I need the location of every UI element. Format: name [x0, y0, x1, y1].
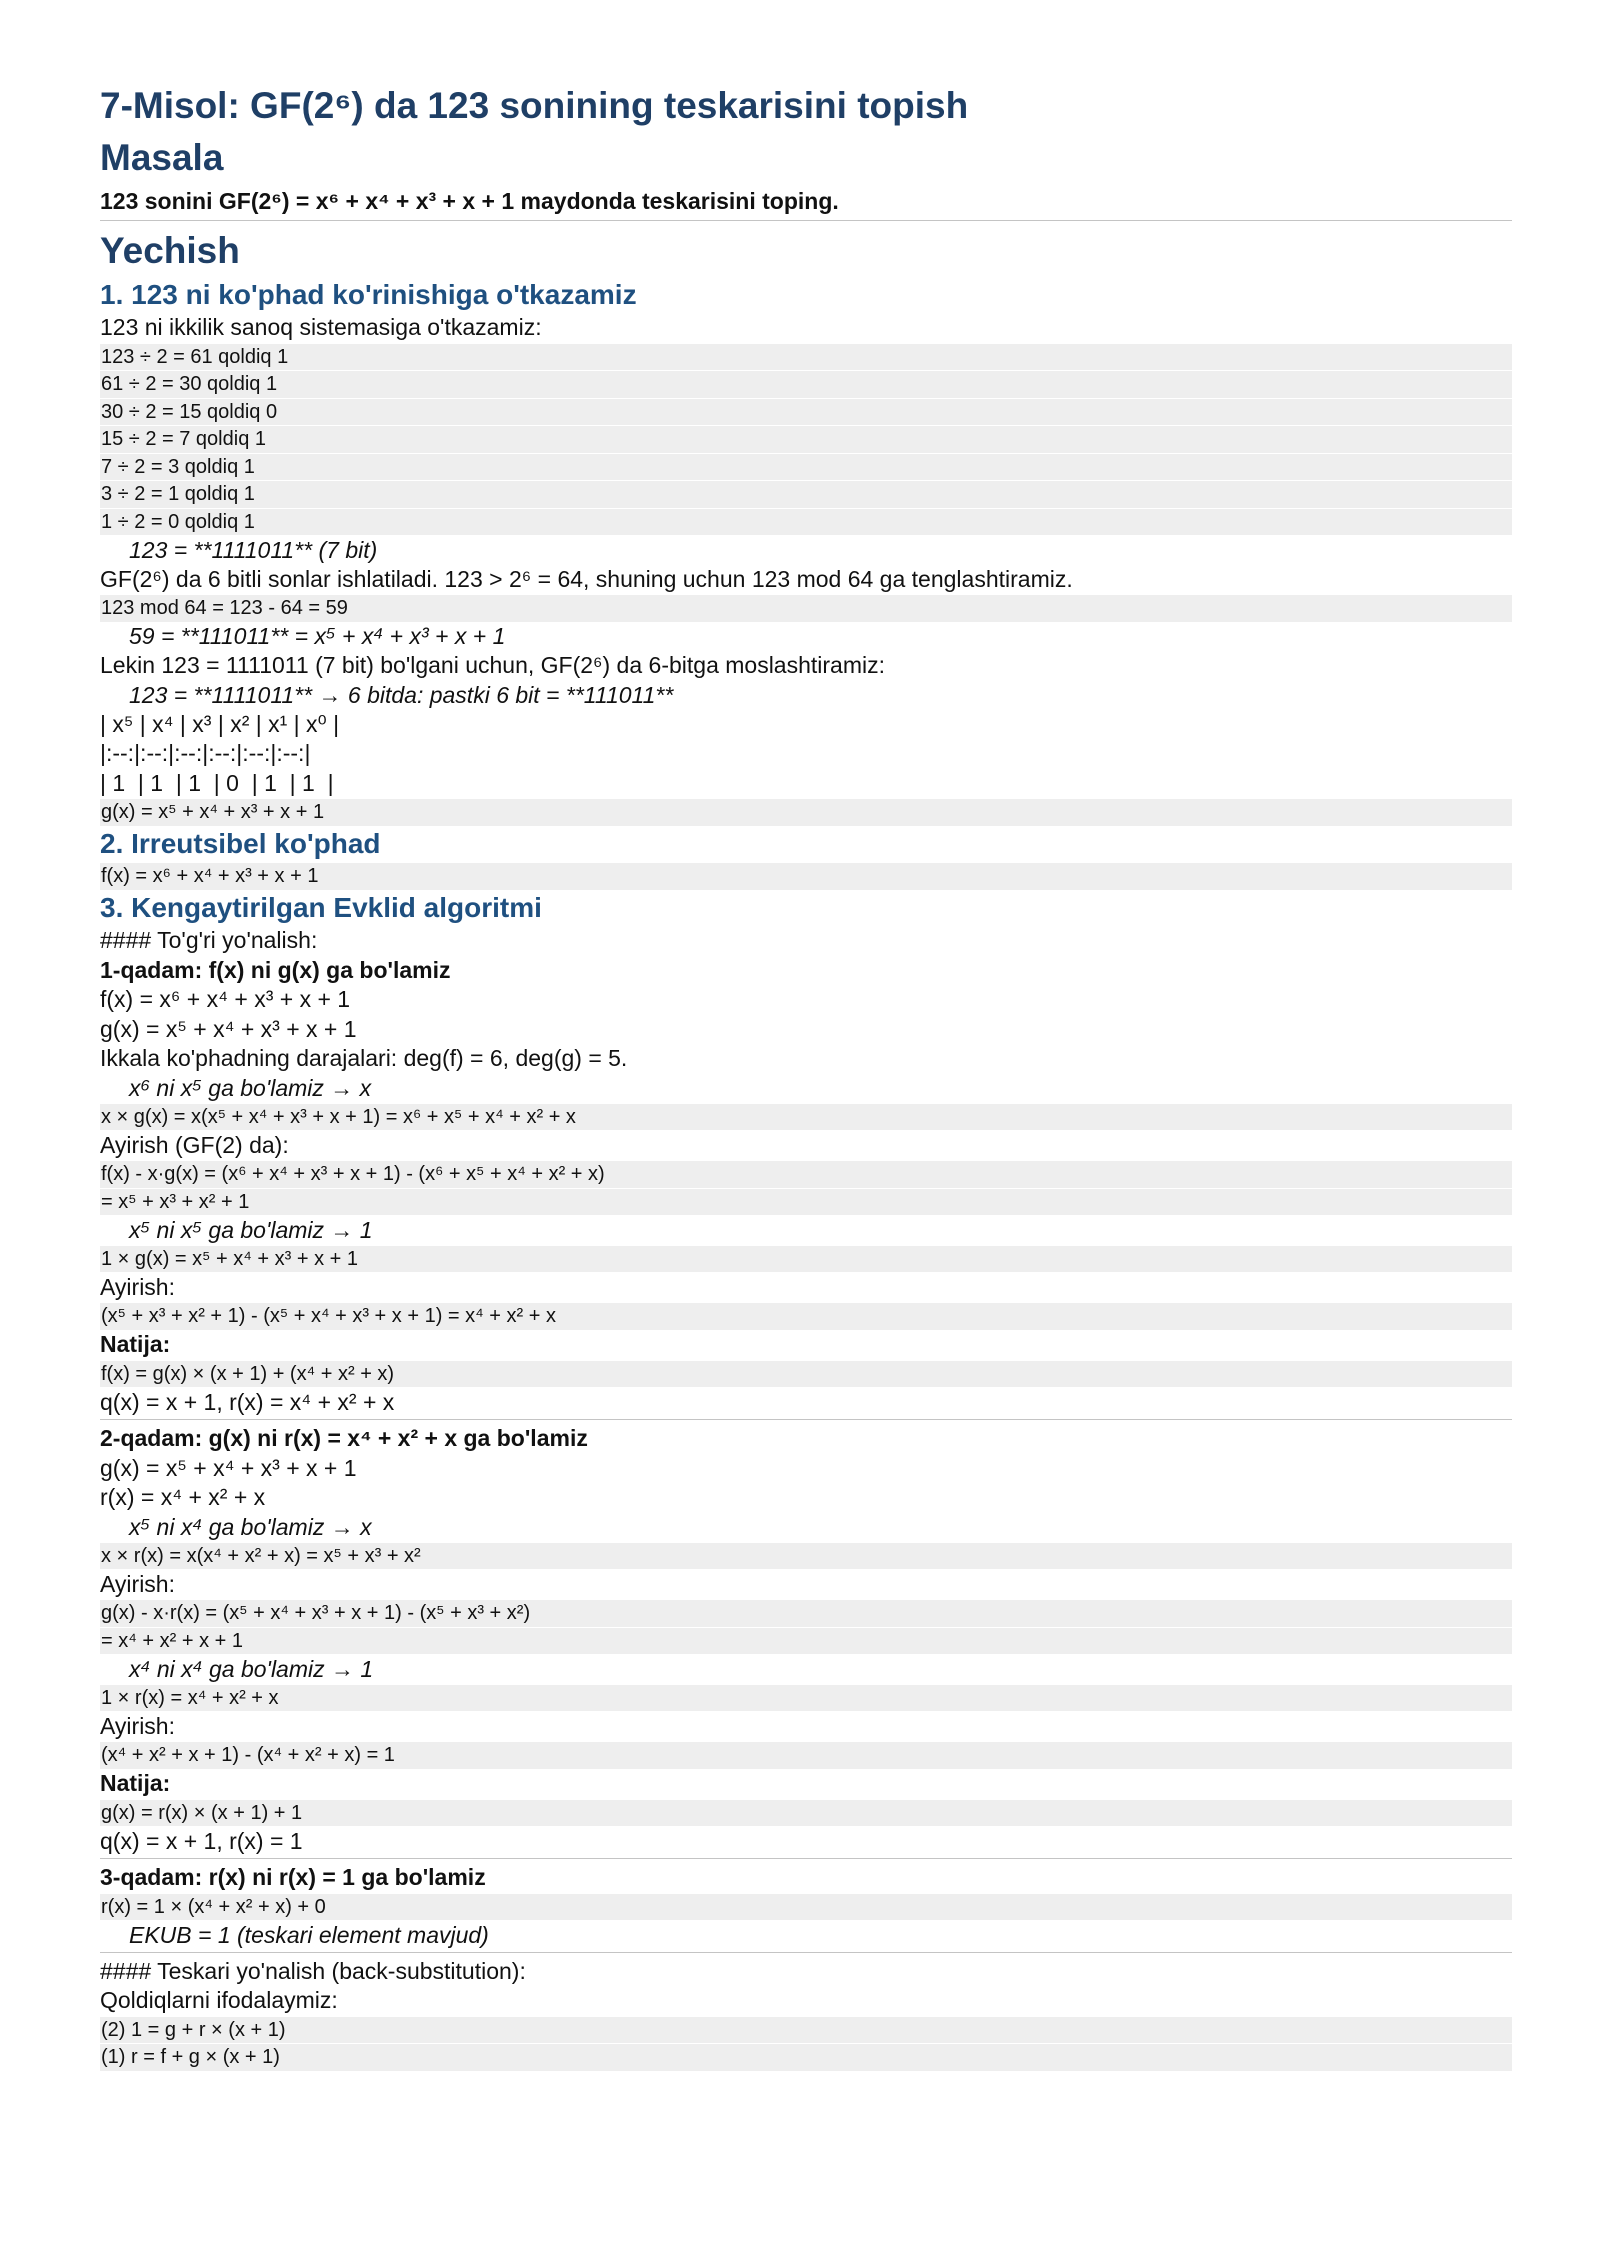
backward-label: #### Teskari yo'nalish (back-substitution):: [100, 1957, 526, 1984]
mod-result: 59 = **111011** = x⁵ + x⁴ + x³ + x + 1: [129, 623, 506, 649]
q1-sub1a: f(x) - x·g(x) = (x⁶ + x⁴ + x³ + x + 1) - (x⁶ + x⁵ + x⁴ + x² + x): [100, 1161, 1512, 1188]
six-bit-result: 123 = **1111011** → 6 bitda: pastki 6 bit = **111011**: [129, 681, 674, 708]
document-page: [100, 80, 1512, 2071]
q1-sub1b: = x⁵ + x³ + x² + 1: [100, 1189, 1512, 1216]
q3-ekub: EKUB = 1 (teskari element mavjud): [129, 1921, 489, 1948]
binary-result: 123 = **1111011** (7 bit): [129, 536, 378, 563]
divider: [100, 1952, 1512, 1953]
q1-natija: Natija:: [100, 1331, 171, 1357]
problem-statement: 123 sonini GF(2⁶) = x⁶ + x⁴ + x³ + x + 1 maydonda teskarisini toping.: [100, 188, 839, 214]
gf-note: GF(2⁶) da 6 bitli sonlar ishlatiladi. 123 > 2⁶ = 64, shuning uchun 123 mod 64 ga tenglashtiramiz.: [100, 565, 1073, 592]
bit-table-row: |:--:|:--:|:--:|:--:|:--:|:--:|: [100, 740, 311, 766]
q2-sub-label: Ayirish:: [100, 1570, 175, 1597]
f-polynomial: f(x) = x⁶ + x⁴ + x³ + x + 1: [100, 863, 1512, 890]
divider: [100, 220, 1512, 221]
q2-natija: Natija:: [100, 1770, 171, 1796]
q1-div2: x⁵ ni x⁵ ga bo'lamiz → 1: [129, 1216, 373, 1243]
mod-line: 123 mod 64 = 123 - 64 = 59: [100, 595, 1512, 622]
division-line: 15 ÷ 2 = 7 qoldiq 1: [100, 426, 1512, 453]
masala-heading: Masala: [100, 137, 224, 178]
q1-res: f(x) = g(x) × (x + 1) + (x⁴ + x² + x): [100, 1361, 1512, 1388]
divider: [100, 1858, 1512, 1859]
q1-mul2: 1 × g(x) = x⁵ + x⁴ + x³ + x + 1: [100, 1246, 1512, 1273]
qadam3-title: 3-qadam: r(x) ni r(x) = 1 ga bo'lamiz: [100, 1864, 486, 1890]
q1-sub-label: Ayirish (GF(2) da):: [100, 1131, 289, 1158]
division-line: 123 ÷ 2 = 61 qoldiq 1: [100, 344, 1512, 371]
g-polynomial: g(x) = x⁵ + x⁴ + x³ + x + 1: [100, 799, 1512, 826]
q1-qr: q(x) = x + 1, r(x) = x⁴ + x² + x: [100, 1388, 395, 1415]
yechish-heading: Yechish: [100, 230, 240, 271]
q1-div1: x⁶ ni x⁵ ga bo'lamiz → x: [129, 1074, 372, 1101]
lekin-note: Lekin 123 = 1111011 (7 bit) bo'lgani uchun, GF(2⁶) da 6-bitga moslashtiramiz:: [100, 652, 885, 678]
division-line: 7 ÷ 2 = 3 qoldiq 1: [100, 454, 1512, 481]
q2-mul1: x × r(x) = x(x⁴ + x² + x) = x⁵ + x³ + x²: [100, 1543, 1512, 1570]
q1-sub2: (x⁵ + x³ + x² + 1) - (x⁵ + x⁴ + x³ + x + 1) = x⁴ + x² + x: [100, 1303, 1512, 1330]
division-line: 3 ÷ 2 = 1 qoldiq 1: [100, 481, 1512, 508]
q1-g: g(x) = x⁵ + x⁴ + x³ + x + 1: [100, 1015, 357, 1042]
q1-f: f(x) = x⁶ + x⁴ + x³ + x + 1: [100, 986, 351, 1012]
page-title: 7-Misol: GF(2⁶) da 123 sonining teskarisini topish: [100, 85, 969, 126]
q2-mul2: 1 × r(x) = x⁴ + x² + x: [100, 1685, 1512, 1712]
division-line: 30 ÷ 2 = 15 qoldiq 0: [100, 399, 1512, 426]
q2-sub2: (x⁴ + x² + x + 1) - (x⁴ + x² + x) = 1: [100, 1742, 1512, 1769]
q2-sub1b: = x⁴ + x² + x + 1: [100, 1628, 1512, 1655]
q2-g: g(x) = x⁵ + x⁴ + x³ + x + 1: [100, 1454, 357, 1481]
step1-heading: 1. 123 ni ko'phad ko'rinishiga o'tkazamiz: [100, 279, 637, 310]
qadam1-title: 1-qadam: f(x) ni g(x) ga bo'lamiz: [100, 956, 451, 983]
bit-table-row: | x⁵ | x⁴ | x³ | x² | x¹ | x⁰ |: [100, 710, 340, 737]
step3-heading: 3. Kengaytirilgan Evklid algoritmi: [100, 892, 542, 923]
step2-heading: 2. Irreutsibel ko'phad: [100, 828, 381, 859]
q2-r: r(x) = x⁴ + x² + x: [100, 1484, 266, 1510]
q2-sub1a: g(x) - x·r(x) = (x⁵ + x⁴ + x³ + x + 1) - (x⁵ + x³ + x²): [100, 1600, 1512, 1627]
binary-intro: 123 ni ikkilik sanoq sistemasiga o'tkazamiz:: [100, 314, 542, 340]
q2-div2: x⁴ ni x⁴ ga bo'lamiz → 1: [129, 1655, 374, 1682]
q2-div1: x⁵ ni x⁴ ga bo'lamiz → x: [129, 1513, 372, 1540]
express-label: Qoldiqlarni ifodalaymiz:: [100, 1987, 338, 2013]
division-line: 61 ÷ 2 = 30 qoldiq 1: [100, 371, 1512, 398]
qadam2-title: 2-qadam: g(x) ni r(x) = x⁴ + x² + x ga bo'lamiz: [100, 1425, 588, 1451]
q2-sub2-label: Ayirish:: [100, 1712, 175, 1739]
bit-table-row: | 1 | 1 | 1 | 0 | 1 | 1 |: [100, 769, 334, 796]
divider: [100, 1419, 1512, 1420]
back-sub-1: (1) r = f + g × (x + 1): [100, 2044, 1512, 2071]
back-sub-2: (2) 1 = g + r × (x + 1): [100, 2017, 1512, 2044]
q2-res: g(x) = r(x) × (x + 1) + 1: [100, 1800, 1512, 1827]
q1-sub2-label: Ayirish:: [100, 1273, 175, 1300]
q1-deg: Ikkala ko'phadning darajalari: deg(f) = 6, deg(g) = 5.: [100, 1045, 628, 1071]
q3-res: r(x) = 1 × (x⁴ + x² + x) + 0: [100, 1894, 1512, 1921]
division-line: 1 ÷ 2 = 0 qoldiq 1: [100, 509, 1512, 536]
q1-mul1: x × g(x) = x(x⁵ + x⁴ + x³ + x + 1) = x⁶ + x⁵ + x⁴ + x² + x: [100, 1104, 1512, 1131]
forward-label: #### To'g'ri yo'nalish:: [100, 927, 318, 953]
q2-qr: q(x) = x + 1, r(x) = 1: [100, 1827, 303, 1854]
